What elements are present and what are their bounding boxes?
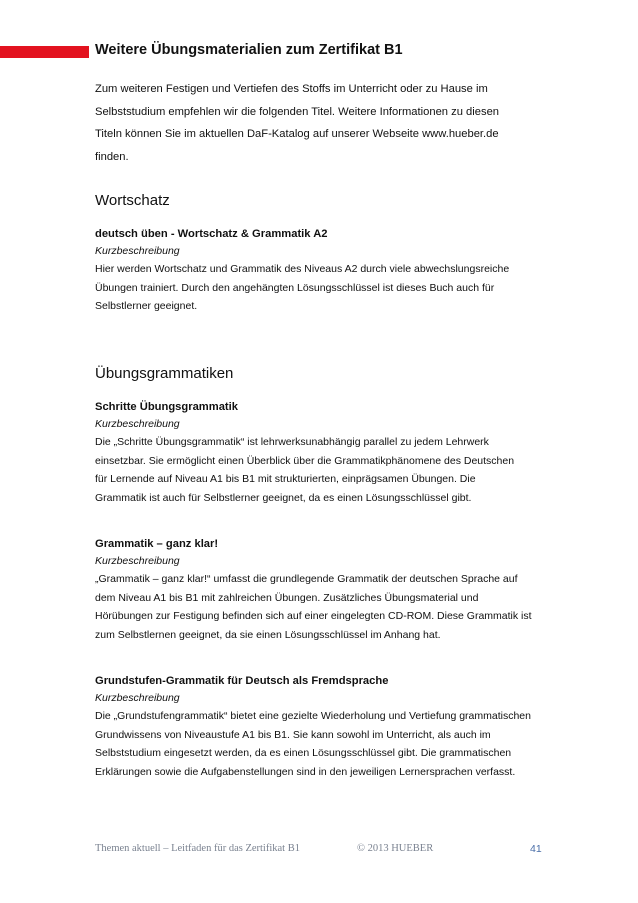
book-description <box>95 260 565 316</box>
intro-line: Selbststudium empfehlen wir die folgenden Titel. Weitere Informationen zu diesen <box>95 105 500 118</box>
book-description <box>95 570 565 644</box>
intro-line: finden. <box>95 150 129 163</box>
footer-text: Themen aktuell – Leitfaden für das Zertifikat B1 <box>95 843 300 854</box>
description-line: Grammatik ist auch für Selbstlerner geeignet, da es einen Lösungsschlüssel gibt. <box>95 491 472 504</box>
page-number: 41 <box>530 843 542 855</box>
section-heading-grammatik: Übungsgrammatiken <box>95 365 234 382</box>
book-label: Kurzbeschreibung <box>95 692 180 704</box>
description-line: einsetzbar. Sie ermöglicht einen Überblick über die Grammatikphänomene des Deutschen <box>95 454 515 467</box>
description-line: Selbststudium eingesetzt werden, da es einen Lösungsschlüssel gibt. Die grammatischen <box>95 747 512 759</box>
red-accent-bar <box>0 46 89 58</box>
book-entry <box>95 225 565 316</box>
description-line: Übungen trainiert. Durch den angehängten Lösungsschlüssel ist dieses Buch auch für <box>95 281 495 294</box>
section-heading-wortschatz: Wortschatz <box>95 192 170 209</box>
book-description <box>95 707 565 781</box>
book-title: Schritte Übungsgrammatik <box>95 401 238 413</box>
description-line: Selbstlerner geeignet. <box>95 300 198 312</box>
description-line: Grundwissens von Niveaustufe A1 bis B1. Sie kann sowohl im Unterricht, als auch im <box>95 728 491 741</box>
intro-paragraph <box>95 78 565 168</box>
book-description <box>95 433 565 507</box>
description-line: dem Niveau A1 bis B1 mit zahlreichen Übungen. Zusätzliches Übungsmaterial und <box>95 591 479 604</box>
description-line: Die „Grundstufengrammatik“ bietet eine gezielte Wiederholung und Vertiefung grammatischen <box>95 710 531 722</box>
book-entry <box>95 535 565 644</box>
book-entry <box>95 672 565 781</box>
description-line: Erklärungen sowie die Aufgabenstellungen sind in den jeweiligen Lernersprachen verfasst. <box>95 765 516 778</box>
book-label: Kurzbeschreibung <box>95 555 180 567</box>
book-label: Kurzbeschreibung <box>95 245 180 257</box>
book-label: Kurzbeschreibung <box>95 418 180 430</box>
book-title: Grundstufen-Grammatik für Deutsch als Fremdsprache <box>95 675 389 687</box>
intro-line: Zum weiteren Festigen und Vertiefen des Stoffs im Unterricht oder zu Hause im <box>95 83 488 95</box>
book-title: deutsch üben - Wortschatz & Grammatik A2 <box>95 228 328 240</box>
description-line: Die „Schritte Übungsgrammatik“ ist lehrwerksunabhängig parallel zu jedem Lehrwerk <box>95 436 489 448</box>
book-title: Grammatik – ganz klar! <box>95 538 219 550</box>
footer-copyright: © 2013 HUEBER <box>357 843 434 854</box>
intro-line: Titeln können Sie im aktuellen DaF-Katalog auf unserer Webseite www.hueber.de <box>95 128 499 140</box>
page-title: Weitere Übungsmaterialien zum Zertifikat B1 <box>95 42 403 58</box>
description-line: zum Selbstlernen geeignet, da sie einen Lösungsschlüssel im Anhang hat. <box>95 628 441 641</box>
description-line: für Lernende auf Niveau A1 bis B1 mit strukturierten, einprägsamen Übungen. Die <box>95 473 476 485</box>
description-line: Hier werden Wortschatz und Grammatik des Niveaus A2 durch viele abwechslungsreiche <box>95 263 510 275</box>
description-line: „Grammatik – ganz klar!“ umfasst die grundlegende Grammatik der deutschen Sprache auf <box>95 573 518 585</box>
book-entry <box>95 398 565 507</box>
description-line: Hörübungen zur Festigung befinden sich auf einer eingelegten CD-ROM. Diese Grammatik ist <box>95 610 532 622</box>
